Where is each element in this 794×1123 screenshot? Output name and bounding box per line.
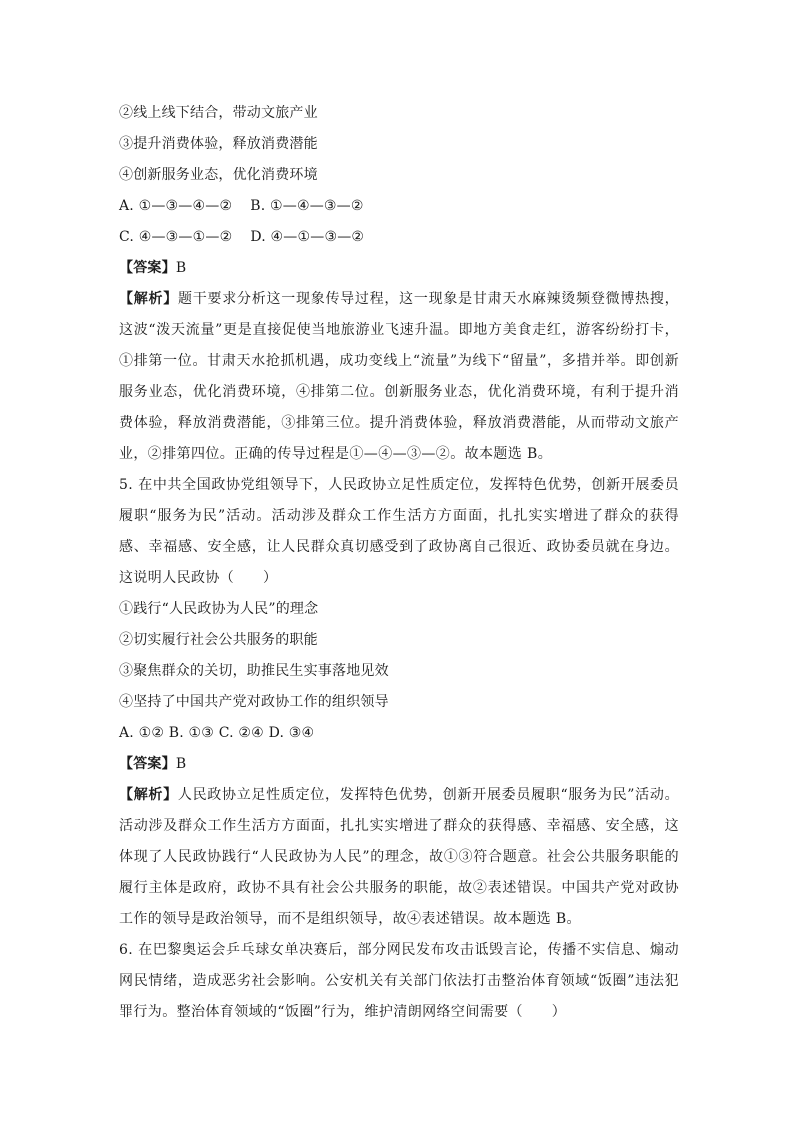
q4-choice-d: D. ④—①—③—②	[250, 229, 365, 245]
q4-analysis	[119, 284, 679, 470]
q4-choices-cd	[119, 222, 679, 253]
q5-option-1: ①践行“人民政协为人民”的理念	[119, 601, 319, 617]
q4-choice-c: C. ④—③—①—②	[119, 229, 233, 245]
q4-answer-label: 【答案】	[119, 260, 176, 276]
exam-content	[119, 98, 679, 1028]
q4-answer	[119, 253, 679, 284]
q4-analysis-label: 【解析】	[119, 291, 178, 307]
q5-choices: A. ①② B. ①③ C. ②④ D. ③④	[119, 725, 315, 741]
q5-stem: 5. 在中共全国政协党组领导下，人民政协立足性质定位，发挥特色优势，创新开展委员履职“服务为民”活动。活动涉及群众工作生活方方面面，扎扎实实增进了群众的获得感、幸福感、安全感，让人民群众真切感受到了政协离自己很近、政协委员就在身边。这说明人民政协（ ）	[119, 477, 679, 586]
q4-option-3: ③提升消费体验，释放消费潜能	[119, 136, 318, 152]
q4-option-2: ②线上线下结合，带动文旅产业	[119, 105, 318, 121]
q4-option-4: ④创新服务业态，优化消费环境	[119, 167, 318, 183]
q5-answer-value: B	[175, 756, 187, 772]
q5-option-3: ③聚焦群众的关切，助推民生实事落地见效	[119, 663, 389, 679]
q4-choices-ab	[119, 191, 679, 222]
q4-answer-value: B	[175, 260, 187, 276]
q5-analysis-label: 【解析】	[119, 787, 178, 803]
q5-answer-label: 【答案】	[119, 756, 176, 772]
q4-analysis-text: 题干要求分析这一现象传导过程，这一现象是甘肃天水麻辣烫频登微博热搜，这波“泼天流量”更是直接促使当地旅游业飞速升温。即地方美食走红，游客纷纷打卡，①排第一位。甘肃天水抢抓机遇，成功变线上“流量”为线下“留量”，多措并举。即创新服务业态，优化消费环境，④排第二位。创新服务业态，优化消费环境，有利于提升消费体验，释放消费潜能，③排第三位。提升消费体验，释放消费潜能，从而带动文旅产业，②排第四位。正确的传导过程是①—④—③—②。故本题选 B。	[119, 291, 679, 462]
q4-choice-b: B. ①—④—③—②	[250, 198, 364, 214]
q5-answer	[119, 749, 679, 780]
q5-analysis-text: 人民政协立足性质定位，发挥特色优势，创新开展委员履职“服务为民”活动。活动涉及群众工作生活方方面面，扎扎实实增进了群众的获得感、幸福感、安全感，这体现了人民政协践行“人民政协为人民”的理念，故①③符合题意。社会公共服务职能的履行主体是政府，政协不具有社会公共服务的职能，故②表述错误。中国共产党对政协工作的领导是政治领导，而不是组织领导，故④表述错误。故本题选 B。	[119, 787, 679, 927]
q5-option-2: ②切实履行社会公共服务的职能	[119, 632, 318, 648]
q5-option-4: ④坚持了中国共产党对政协工作的组织领导	[119, 694, 389, 710]
q4-choice-a: A. ①—③—④—②	[119, 198, 233, 214]
q5-analysis	[119, 780, 679, 935]
q6-stem: 6. 在巴黎奥运会乒乓球女单决赛后，部分网民发布攻击诋毁言论，传播不实信息、煽动网民情绪，造成恶劣社会影响。公安机关有关部门依法打击整治体育领域“饭圈”违法犯罪行为。整治体育领域的“饭圈”行为，维护清朗网络空间需要（ ）	[119, 942, 679, 1020]
